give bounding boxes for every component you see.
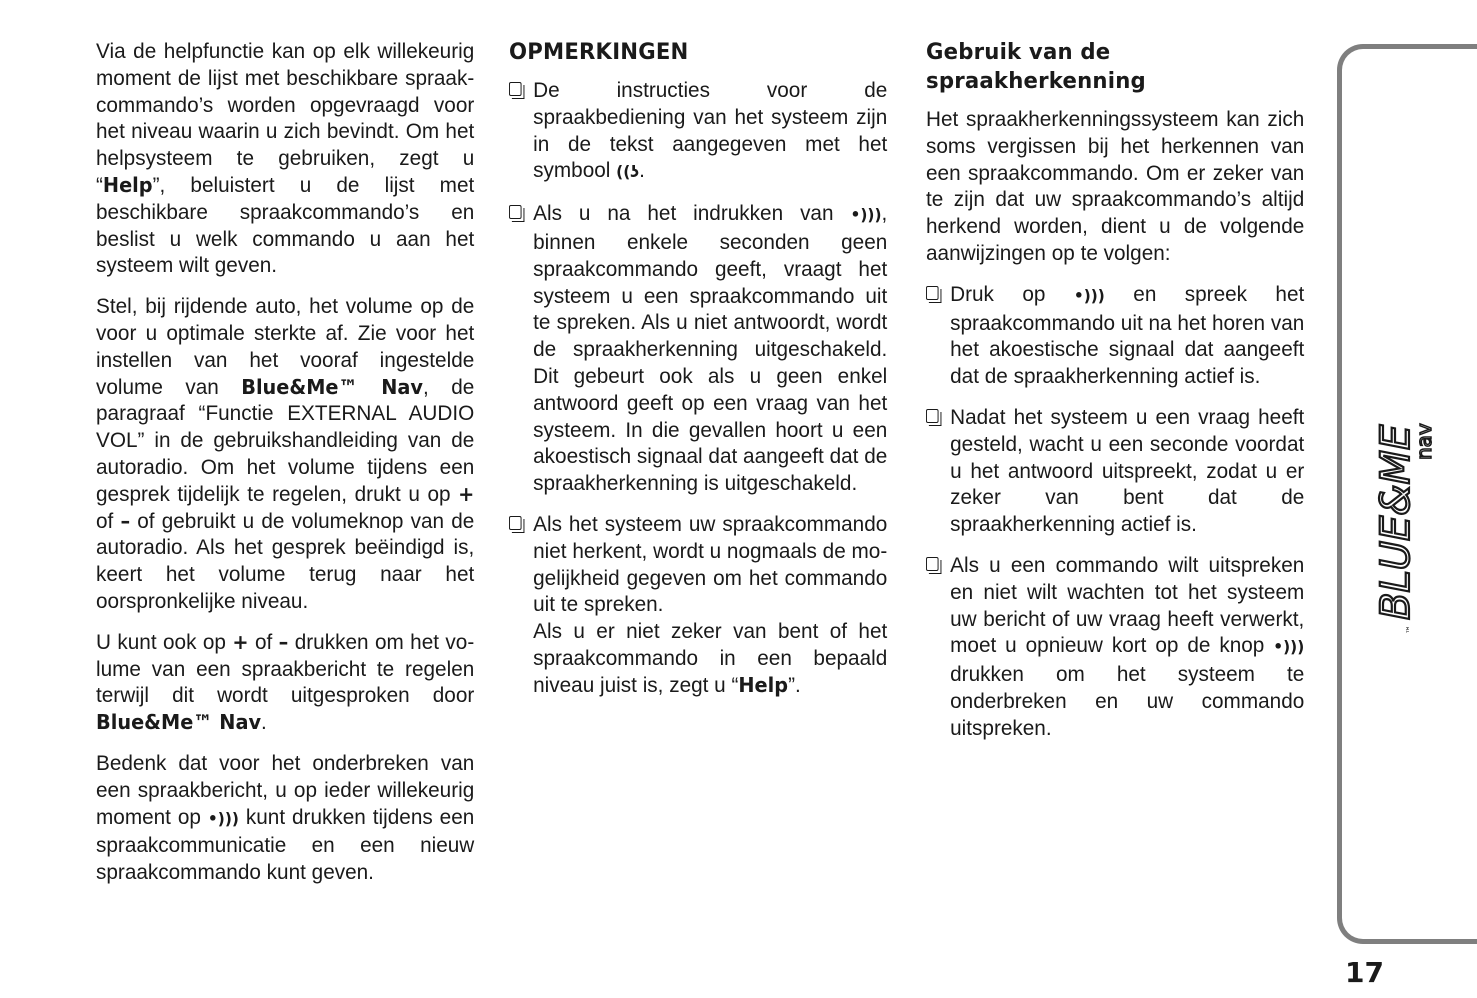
help-keyword: Help	[738, 672, 789, 697]
paragraph-volume: Stel, bij rijdende auto, het volume op de voor u optimale sterkte af. Zie voor het instellen van het vooraf ingestelde volume van Blue&Me™ Nav, de paragraaf “Functie EXTERNAL AUDIO VOL” in de gebruikshandleiding van de autoradio. Om het volume tijdens een gesprek tijdelijk te regelen, drukt u op + of – of gebruikt u de volumeknop van de autoradio. Als het gesprek beëindigd is, keert het volume terug naar het oorspronkelijke niveau.	[96, 294, 475, 613]
brand-name: Blue&Me™ Nav	[241, 374, 423, 399]
section-heading-usage: Gebruik van de spraakherkenning	[926, 40, 1146, 94]
minus-symbol: –	[278, 629, 289, 654]
paragraph-help-function: Via de helpfunctie kan op elk willekeurig moment de lijst met beschikbare spraakcommando’s worden opgevraagd voor het niveau waarin u zich bevindt. Om het helpsysteem te gebruiken, zegt u “Help”, beluistert u de lijst met beschikbare spraakcommando’s en beslist u welk commando u aan het systeem wilt geven.	[96, 39, 475, 278]
paragraph-interrupt: Bedenk dat voor het onderbreken van een spraakbericht, u op ieder willekeurig moment op •))) kunt drukken tijdens een spraakcommunicatie en een nieuw spraakcommando kunt geven.	[96, 750, 475, 885]
checkbox-bullet-icon	[509, 516, 522, 530]
plus-symbol: +	[458, 481, 475, 506]
voice-button-icon: •)))	[850, 205, 882, 225]
note-item: Als het systeem uw spraakcommando niet herkent, wordt u nogmaals de mogelijkheid gegeven om het commando uit te spreken. Als u er niet zeker van bent of het spraakcommando in een bepaald niveau juist is, zegt u “Help”.	[509, 511, 887, 699]
section-heading-opmerkingen: OPMERKINGEN	[509, 40, 689, 65]
minus-symbol: –	[120, 508, 131, 533]
page-number: 17	[1345, 956, 1384, 989]
brand-name: Blue&Me™ Nav	[96, 710, 262, 735]
checkbox-bullet-icon	[509, 82, 522, 96]
column-right	[926, 38, 1304, 756]
column-left	[96, 38, 474, 900]
checkbox-bullet-icon	[509, 205, 522, 219]
voice-button-icon: •)))	[207, 808, 239, 828]
checkbox-bullet-icon	[926, 557, 939, 571]
note-item: Als u na het indrukken van •))), binnen enkele seconden geen spraakcommando geeft, vraagt het systeem u een spraakcommando uit te spreken. Als u niet antwoordt, wordt de spraakherkenning uitgeschakeld. Dit gebeurt ook als u geen enkel antwoord geeft op een vraag van het systeem. In die gevallen hoort u een akoestisch signaal dat aangeeft dat de spraakherkenning is uitgeschakeld.	[509, 200, 887, 497]
blue-and-me-nav-logo	[1363, 370, 1436, 634]
logo-main-text: BLUE&ME	[1373, 424, 1419, 620]
voice-button-icon: •)))	[1073, 285, 1105, 305]
tip-item: Als u een commando wilt uitspreken en niet wilt wachten tot het systeem uw bericht of uw vraag heeft verwerkt, moet u opnieuw kort op de knop •))) drukken om het systeem te onderbreken en uw commando uitspreken.	[926, 552, 1304, 742]
checkbox-bullet-icon	[926, 409, 939, 423]
help-keyword: Help	[102, 172, 153, 197]
tip-item: Druk op •))) en spreek het spraakcommando uit na het horen van het akoestische signaal dat aangeeft dat de spraakherkenning actief is.	[926, 281, 1304, 390]
plus-symbol: +	[232, 629, 249, 654]
logo-trademark: ™	[1406, 625, 1416, 634]
voice-command-icon: ((ʖ	[616, 162, 640, 182]
column-middle	[509, 38, 887, 713]
logo-sub-text: nav	[1412, 423, 1436, 460]
checkbox-bullet-icon	[926, 286, 939, 300]
tip-item: Nadat het systeem u een vraag heeft gesteld, wacht u een seconde voordat u het antwoord uitspreekt, zodat u er zeker van bent dat de spraakherkenning actief is.	[926, 404, 1304, 538]
note-item: De instructies voor de spraakbediening van het systeem zijn in de tekst aangegeven met het symbool ((ʖ.	[509, 77, 887, 186]
paragraph-volume-message: U kunt ook op + of – drukken om het volume van een spraakbericht te regelen terwijl dit wordt uitgesproken door Blue&Me™ Nav.	[96, 629, 475, 735]
paragraph-intro: Het spraakherkenningssysteem kan zich soms vergissen bij het herkennen van een spraakcommando. Om er zeker van te zijn dat uw spraakcommando’s altijd herkend worden, dient u de volgende aanwijzingen op te volgen:	[926, 107, 1305, 265]
voice-button-icon: •)))	[1273, 637, 1305, 657]
